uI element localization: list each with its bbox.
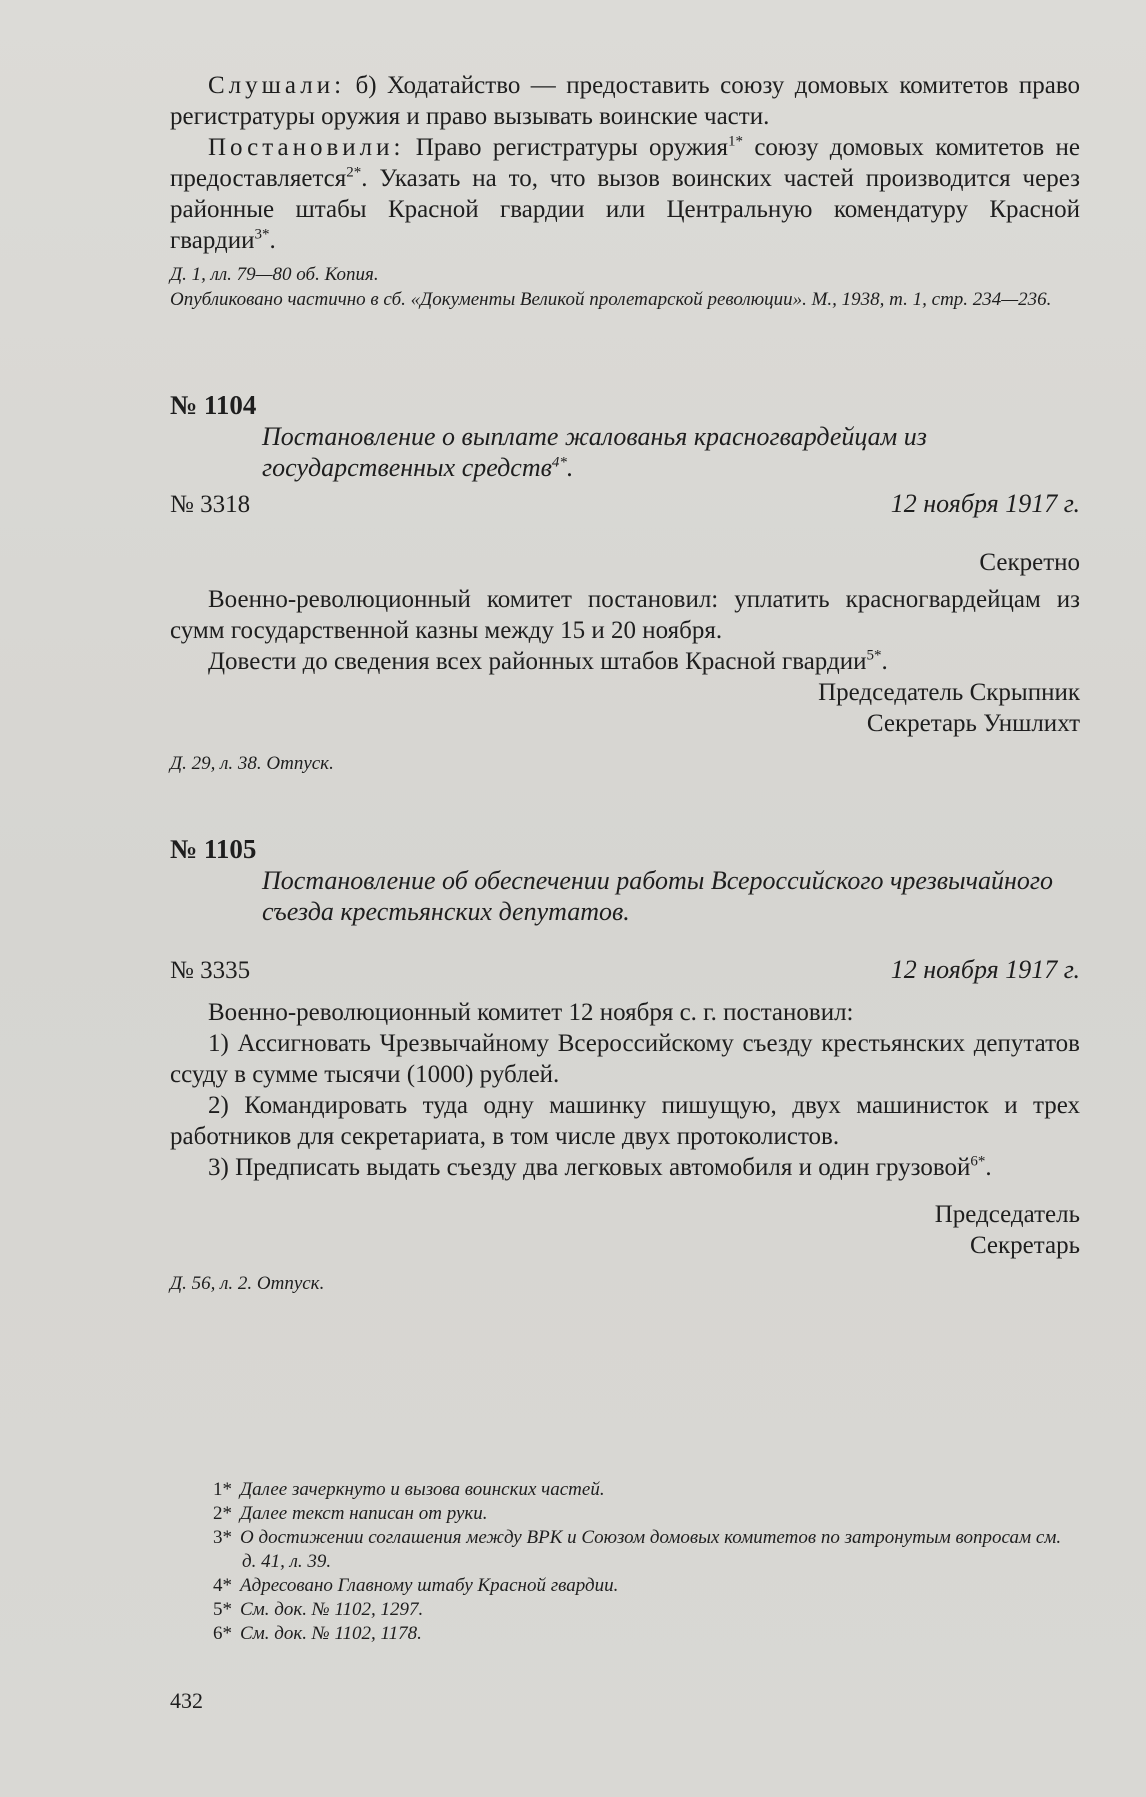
body-paragraph [170,646,1080,677]
resolved-text: . [269,227,276,254]
document-number: № 1105 [170,834,257,864]
archive-source: Д. 29, л. 38. Отпуск. [170,753,334,774]
document-1105 [170,834,1080,1296]
footnote-mark: 6* [213,1623,232,1644]
page-number: 432 [170,1688,203,1713]
resolved-label: Постановили: [208,134,405,161]
footnote [170,1478,1080,1502]
footnote-text: О достижении соглашения между ВРК и Союзом домовых комитетов по затронутым вопросам см. д. 41, л. 39. [240,1527,1062,1572]
document-title: Постановление об обеспечении работы Всероссийского чрезвычайного съезда крестьянских депутатов. [262,866,1054,926]
list-item [170,1152,1080,1183]
footnote [170,1526,1080,1574]
signature-secretary: Секретарь [969,1232,1080,1259]
footnote-text: Адресовано Главному штабу Красной гвардии. [240,1575,619,1596]
document-date: 12 ноября 1917 г. [890,489,1080,518]
secrecy-mark: Секретно [979,549,1080,576]
archive-source: Д. 56, л. 2. Отпуск. [170,1273,325,1294]
signature-chairman: Председатель [934,1201,1080,1228]
footnote-ref: 2* [346,164,362,181]
footnote-mark: 2* [213,1503,232,1524]
footnote-ref: 3* [254,226,270,243]
document-header-row [170,933,1080,985]
list-item: 2) Командировать туда одну машинку пишущую, двух машинисток и трех работников для секретариата, в том числе двух протоколистов. [170,1092,1080,1150]
registration-number: № 3335 [170,957,251,984]
registration-number: № 3318 [170,491,251,518]
signature-secretary: Секретарь Уншлихт [866,710,1080,737]
footnote [170,1598,1080,1622]
footnote-ref: 6* [970,1153,986,1170]
footnotes [170,1478,1080,1646]
footnote-ref: 1* [728,133,744,150]
footnote-ref: 5* [866,647,882,664]
footnote-mark: 4* [213,1575,232,1596]
document-1104 [170,390,1080,776]
document-title-text: Постановление о выплате жалованья красногвардейцам из государственных средств [262,422,927,482]
footnote-text: См. док. № 1102, 1297. [240,1599,424,1620]
footnote-mark: 1* [213,1479,232,1500]
publication-note: Опубликовано частично в сб. «Документы Великой пролетарской революции». М., 1938, т. 1, стр. 234—236. [170,289,1052,310]
document-number: № 1104 [170,390,257,420]
footnote-text: Далее зачеркнуто и вызова воинских частей. [240,1479,605,1500]
document-title-text: . [566,453,574,482]
footnote-text: Далее текст написан от руки. [240,1503,488,1524]
resolved-text: Право регистратуры оружия [415,134,729,161]
signature-chairman: Председатель Скрыпник [818,679,1080,706]
list-item-text: . [985,1154,992,1181]
footnote [170,1574,1080,1598]
archive-source: Д. 1, лл. 79—80 об. Копия. [170,264,379,285]
body-text: . [881,648,888,675]
body-paragraph: Военно-революционный комитет постановил: уплатить красногвардейцам из сумм государственной казны между 15 и 20 ноября. [170,586,1080,644]
footnote-mark: 3* [213,1527,232,1548]
footnote-mark: 5* [213,1599,232,1620]
previous-document-tail [170,70,1080,312]
body-text: Довести до сведения всех районных штабов Красной гвардии [208,648,867,675]
footnote [170,1502,1080,1526]
list-item-text: 3) Предписать выдать съезду два легковых автомобиля и один грузовой [208,1154,971,1181]
resolved-text: . Указать на то, что вызов воинских частей производится через районные штабы Красной гвардии или Центральную комендатуру Красной гвардии [170,165,1080,254]
resolved-paragraph [170,132,1080,256]
document-date: 12 ноября 1917 г. [890,955,1080,984]
footnote-ref: 4* [551,454,567,471]
footnote [170,1622,1080,1646]
resolved-text: союзу домовых комитетов не предоставляется [170,134,1080,192]
list-item: 1) Ассигновать Чрезвычайному Всероссийскому съезду крестьянских депутатов ссуду в сумме тысячи (1000) рублей. [170,1030,1080,1088]
heard-paragraph [170,70,1080,132]
heard-text: б) Ходатайство — предоставить союзу домовых комитетов право регистратуры оружия и право вызывать воинские части. [170,72,1081,130]
footnote-text: См. док. № 1102, 1178. [240,1623,422,1644]
body-intro: Военно-революционный комитет 12 ноября с. г. постановил: [208,999,854,1026]
document-title [262,421,1080,483]
document-header-row [170,489,1080,519]
heard-label: Слушали: [208,72,346,99]
